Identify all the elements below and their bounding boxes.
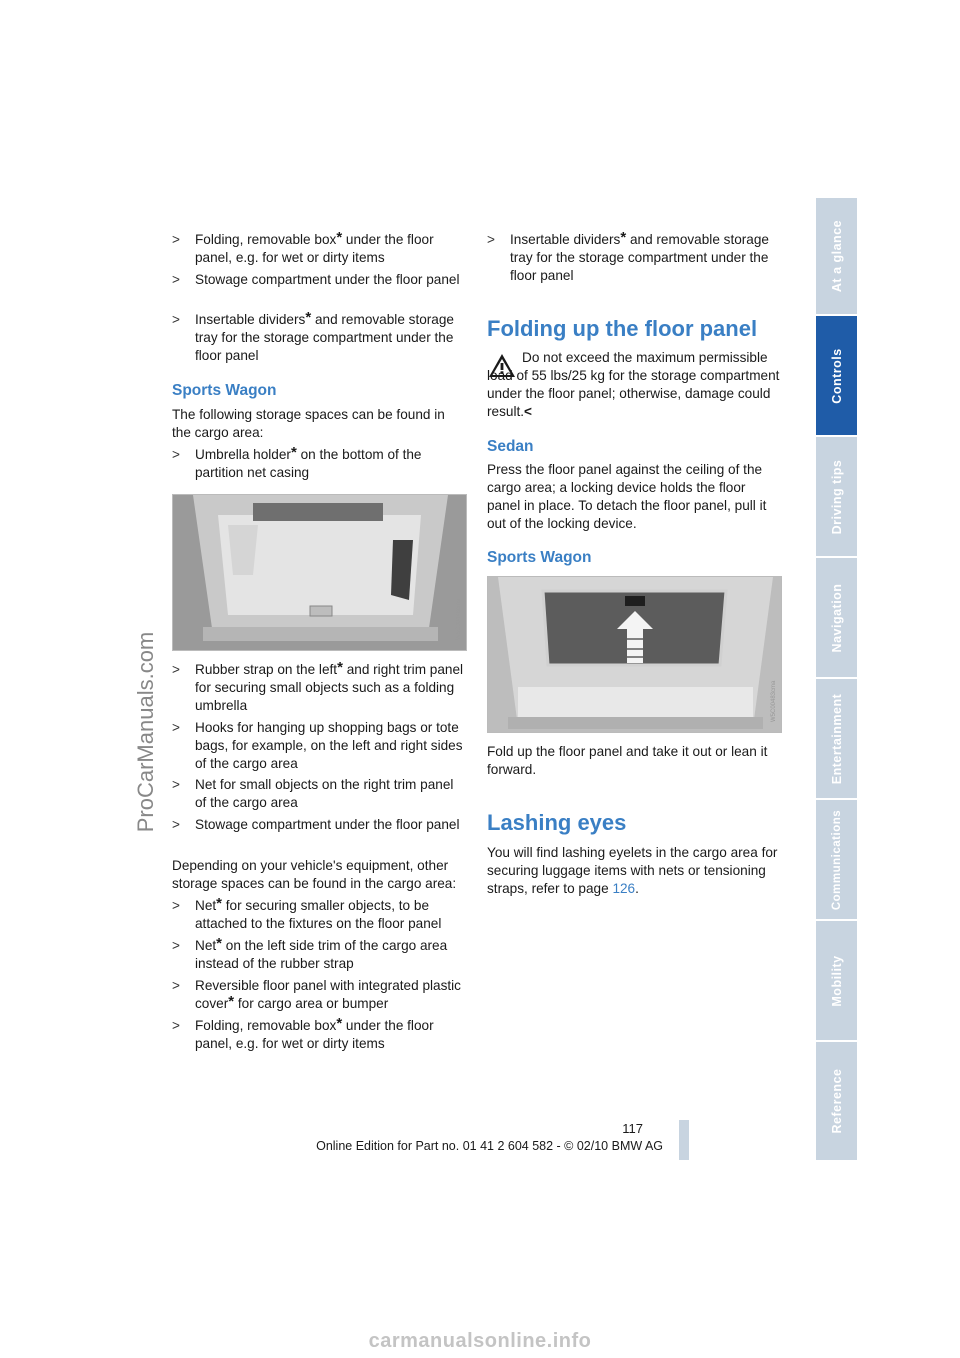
tab-navigation[interactable] bbox=[816, 558, 857, 677]
cargo-area-photo bbox=[172, 494, 467, 651]
item-text: on the bottom of the partition net casing bbox=[195, 447, 422, 480]
list-item bbox=[172, 719, 466, 773]
tab-label: Navigation bbox=[829, 583, 844, 652]
floor-panel-illustration bbox=[488, 577, 781, 732]
footer-watermark: carmanualsonline.info bbox=[368, 1330, 592, 1352]
list-item bbox=[172, 661, 466, 715]
tab-label: Entertainment bbox=[829, 693, 844, 784]
heading-sports-wagon: Sports Wagon bbox=[172, 382, 277, 399]
tab-label: Controls bbox=[829, 347, 844, 404]
bullet-marker: > bbox=[172, 898, 180, 913]
tab-entertainment[interactable] bbox=[816, 679, 857, 798]
lashing-end: . bbox=[635, 881, 639, 896]
optional-star: * bbox=[228, 993, 235, 1010]
heading-lashing-eyes: Lashing eyes bbox=[487, 810, 627, 835]
bullet-marker: > bbox=[172, 1018, 180, 1033]
image-code: W5C00483cma bbox=[771, 680, 777, 722]
item-text: Insertable dividers bbox=[510, 232, 621, 247]
tab-mobility[interactable] bbox=[816, 921, 857, 1040]
item-text: for cargo area or bumper bbox=[234, 996, 389, 1011]
item-text: Net bbox=[195, 898, 217, 913]
optional-star: * bbox=[290, 444, 297, 461]
list-item bbox=[172, 816, 466, 834]
optional-star: * bbox=[216, 935, 222, 952]
page-marker-bar bbox=[679, 1120, 689, 1160]
tab-label: Communications bbox=[830, 809, 843, 910]
bullet-marker: > bbox=[172, 777, 180, 792]
list-item bbox=[172, 271, 466, 289]
list-item bbox=[172, 776, 466, 812]
bullet-marker: > bbox=[172, 662, 180, 677]
sedan-text: Press the floor panel against the ceiling of the cargo area; a locking device holds the floor panel in place. To detach the floor panel, pull it out of the locking device. bbox=[487, 462, 767, 531]
side-watermark: ProCarManuals.com bbox=[133, 631, 158, 833]
item-text: Rubber strap on the left bbox=[195, 662, 338, 677]
heading-sedan: Sedan bbox=[487, 438, 534, 455]
list-item bbox=[172, 311, 466, 365]
heading-folding-up: Folding up the floor panel bbox=[487, 316, 758, 341]
item-text: Folding, removable box bbox=[195, 232, 337, 247]
tab-reference[interactable] bbox=[816, 1042, 857, 1160]
bullet-marker: > bbox=[172, 272, 180, 287]
tab-driving-tips[interactable] bbox=[816, 437, 857, 556]
item-text: Stowage compartment under the floor panel bbox=[195, 272, 460, 287]
bullet-marker: > bbox=[172, 978, 180, 993]
item-text: Folding, removable box bbox=[195, 1018, 337, 1033]
item-text: Stowage compartment under the floor panel bbox=[195, 817, 460, 832]
optional-star: * bbox=[336, 229, 343, 246]
bullet-marker: > bbox=[172, 938, 180, 953]
optional-star: * bbox=[305, 309, 312, 326]
list-item bbox=[172, 1017, 466, 1053]
list-item bbox=[172, 897, 466, 933]
tab-at-a-glance[interactable] bbox=[816, 198, 857, 314]
item-text: Reversible floor panel with integrated plastic cover bbox=[195, 978, 461, 1011]
item-text: and right trim panel for securing small objects such as a folding umbrella bbox=[195, 662, 464, 713]
edition-text: Online Edition for Part no. 01 41 2 604 582 - © 02/10 BMW AG bbox=[316, 1139, 663, 1153]
image-code: W5C00448cma bbox=[456, 598, 462, 640]
lashing-body: You will find lashing eyelets in the cargo area for securing luggage items with nets or tensioning straps, refer to page bbox=[487, 845, 778, 896]
warning-text bbox=[487, 349, 781, 421]
item-text: and removable storage tray for the storage compartment under the floor panel bbox=[195, 312, 454, 363]
optional-star: * bbox=[337, 659, 343, 676]
tab-communications[interactable] bbox=[816, 800, 857, 919]
list-item bbox=[487, 231, 781, 285]
intro-text: The following storage spaces can be found in the cargo area: bbox=[172, 407, 445, 440]
bullet-marker: > bbox=[172, 817, 180, 832]
list-item bbox=[172, 977, 466, 1013]
bullet-marker: > bbox=[172, 720, 180, 735]
warning-body: Do not exceed the maximum permissible load of 55 lbs/25 kg for the storage compartment under the floor panel; otherwise, damage could result. bbox=[487, 350, 780, 419]
bullet-marker: > bbox=[172, 447, 180, 462]
item-text: for securing smaller objects, to be attached to the fixtures on the floor panel bbox=[195, 898, 442, 931]
page-reference-link[interactable]: 126 bbox=[612, 881, 636, 896]
tab-label: Reference bbox=[829, 1068, 844, 1134]
optional-star: * bbox=[620, 229, 627, 246]
lashing-text bbox=[487, 844, 781, 898]
optional-star: * bbox=[216, 895, 222, 912]
item-text: Umbrella holder bbox=[195, 447, 291, 462]
bullet-marker: > bbox=[172, 232, 180, 247]
item-text: under the floor panel, e.g. for wet or dirty items bbox=[195, 1018, 434, 1051]
tab-controls[interactable] bbox=[816, 316, 857, 435]
depending-text: Depending on your vehicle's equipment, other storage spaces can be found in the cargo area: bbox=[172, 858, 457, 891]
tab-label: At a glance bbox=[829, 219, 844, 293]
end-mark: < bbox=[524, 404, 532, 419]
tab-label: Driving tips bbox=[829, 459, 844, 534]
list-item bbox=[172, 937, 466, 973]
item-text: Net for small objects on the right trim panel of the cargo area bbox=[195, 777, 454, 810]
fold-text: Fold up the floor panel and take it out or lean it forward. bbox=[487, 744, 768, 777]
heading-sports-wagon-2: Sports Wagon bbox=[487, 549, 592, 566]
list-item bbox=[172, 446, 466, 482]
item-text: Insertable dividers bbox=[195, 312, 306, 327]
bullet-marker: > bbox=[487, 232, 495, 247]
page-number: 117 bbox=[622, 1121, 643, 1136]
item-text: under the floor panel, e.g. for wet or dirty items bbox=[195, 232, 434, 265]
floor-panel-photo bbox=[487, 576, 782, 733]
tab-label: Mobility bbox=[829, 954, 844, 1007]
item-text: and removable storage tray for the storage compartment under the floor panel bbox=[510, 232, 769, 283]
list-item bbox=[172, 231, 466, 267]
optional-star: * bbox=[336, 1015, 343, 1032]
cargo-area-illustration bbox=[173, 495, 466, 650]
item-text: Hooks for hanging up shopping bags or tote bags, for example, on the left and right sides of the cargo area bbox=[195, 720, 463, 771]
item-text: Net bbox=[195, 938, 217, 953]
item-text: on the left side trim of the cargo area instead of the rubber strap bbox=[195, 938, 448, 971]
bullet-marker: > bbox=[172, 312, 180, 327]
